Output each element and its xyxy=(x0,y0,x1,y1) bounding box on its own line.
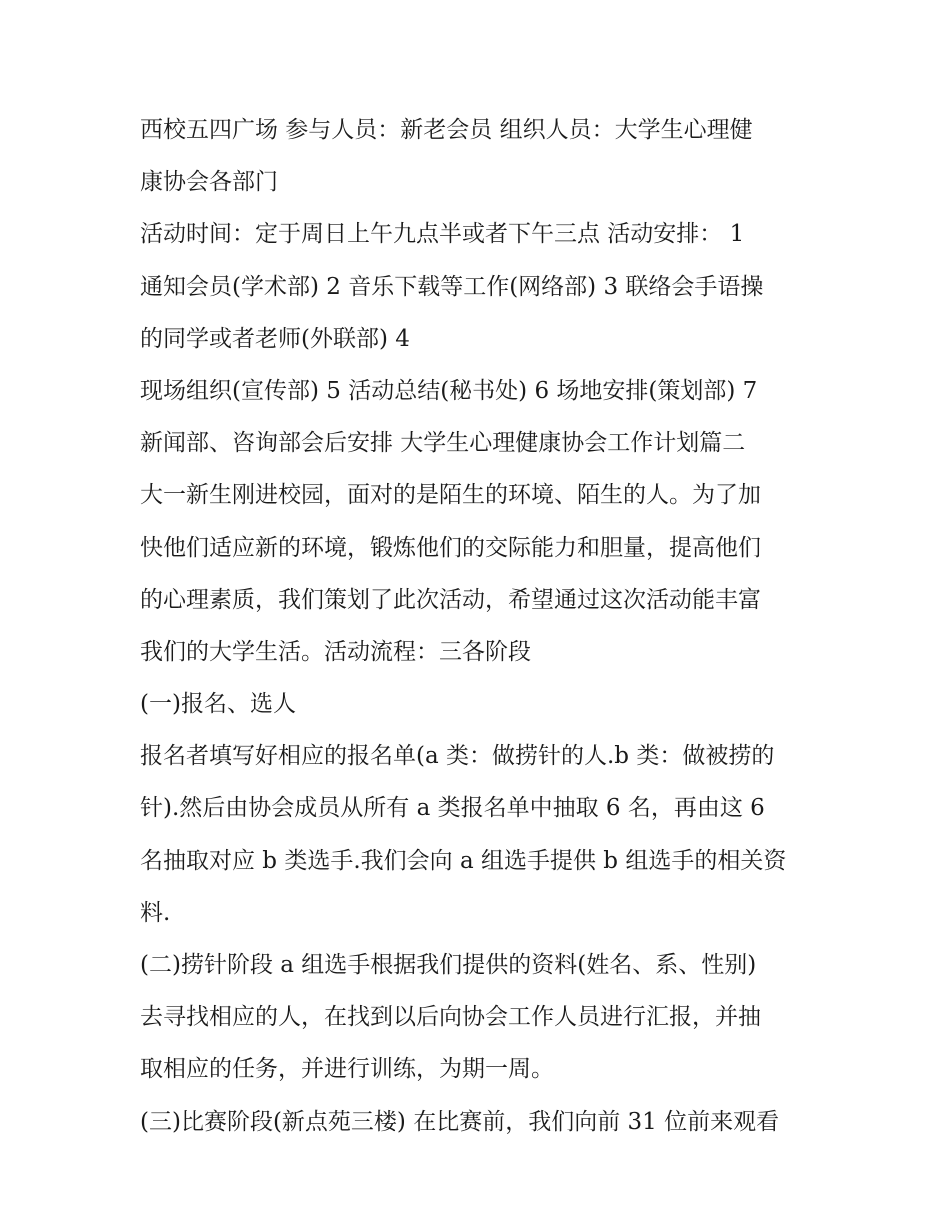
text-line: 报名者填写好相应的报名单(a 类：做捞针的人.b 类：做被捞的 xyxy=(140,743,775,770)
text-line: 的心理素质，我们策划了此次活动，希望通过这次活动能丰富 xyxy=(140,586,761,613)
text-line: 通知会员(学术部) 2 音乐下载等工作(网络部) 3 联络会手语操 xyxy=(140,273,764,300)
text-line: 快他们适应新的环境，锻炼他们的交际能力和胆量，提高他们 xyxy=(140,534,761,561)
text-line: (二)捞针阶段 a 组选手根据我们提供的资料(姓名、系、性别) xyxy=(140,952,757,978)
text-line: 去寻找相应的人，在找到以后向协会工作人员进行汇报，并抽 xyxy=(140,1004,761,1031)
document-body xyxy=(140,104,820,1148)
text-line: 名抽取对应 b 类选手.我们会向 a 组选手提供 b 组选手的相关资 xyxy=(140,847,787,874)
section-heading: (一)报名、选人 xyxy=(140,691,296,718)
text-line: (三)比赛阶段(新点苑三楼) 在比赛前，我们向前 31 位前来观看 xyxy=(140,1108,780,1135)
text-line: 针).然后由协会成员从所有 a 类报名单中抽取 6 名，再由这 6 xyxy=(140,795,765,822)
text-line: 康协会各部门 xyxy=(140,169,278,196)
text-line: 大一新生刚进校园，面对的是陌生的环境、陌生的人。为了加 xyxy=(140,482,761,509)
text-line: 取相应的任务，并进行训练，为期一周。 xyxy=(140,1056,554,1083)
text-line: 料. xyxy=(140,899,171,926)
text-line: 活动时间：定于周日上午九点半或者下午三点 活动安排： 1 xyxy=(140,221,745,248)
text-line: 我们的大学生活。活动流程：三各阶段 xyxy=(140,638,531,665)
text-line: 西校五四广场 参与人员：新老会员 组织人员：大学生心理健 xyxy=(140,117,753,143)
text-line: 现场组织(宣传部) 5 活动总结(秘书处) 6 场地安排(策划部) 7 xyxy=(140,377,758,404)
text-line: 的同学或者老师(外联部) 4 xyxy=(140,325,410,352)
text-line: 新闻部、咨询部会后安排 大学生心理健康协会工作计划篇二 xyxy=(140,430,746,457)
